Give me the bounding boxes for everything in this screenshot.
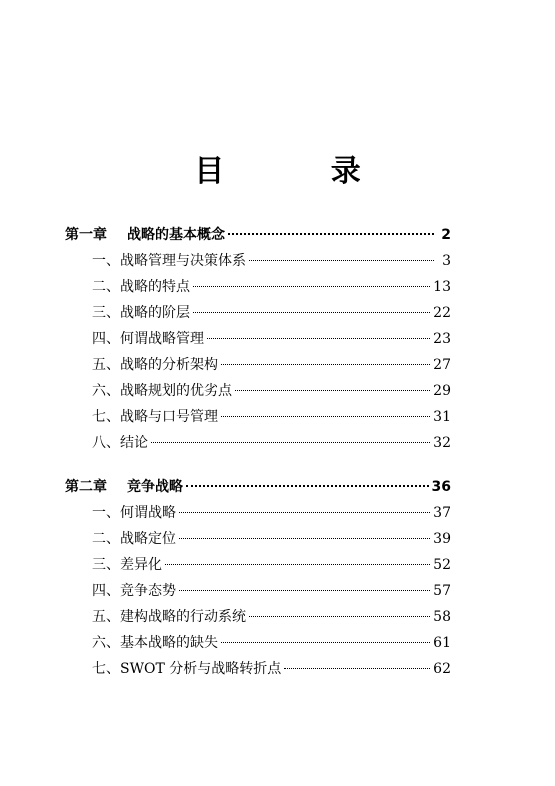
chapter-heading[interactable] xyxy=(0,222,451,248)
dot-leader xyxy=(186,485,429,487)
dot-leader xyxy=(151,442,430,443)
chapter-heading[interactable] xyxy=(0,474,451,500)
entry-title: 八、结论 xyxy=(92,435,148,451)
page-number: 37 xyxy=(433,505,451,521)
page-number: 36 xyxy=(431,479,451,495)
toc-entry[interactable] xyxy=(0,604,451,630)
page-number: 2 xyxy=(441,227,451,243)
toc-entry[interactable] xyxy=(0,552,451,578)
entry-title: 二、战略定位 xyxy=(92,531,176,547)
entry-title: 七、SWOT 分析与战略转折点 xyxy=(92,661,282,677)
dot-leader xyxy=(221,364,430,365)
page-number: 22 xyxy=(433,305,451,321)
entry-title: 五、战略的分析架构 xyxy=(92,357,218,373)
toc-entry[interactable] xyxy=(0,248,451,274)
page-number: 31 xyxy=(433,409,451,425)
dot-leader xyxy=(207,338,430,339)
dot-leader xyxy=(193,312,430,313)
entry-title: 一、战略管理与决策体系 xyxy=(92,253,246,269)
entry-title: 五、建构战略的行动系统 xyxy=(92,609,246,625)
toc-entry[interactable] xyxy=(0,630,451,656)
entry-title: 六、战略规划的优劣点 xyxy=(92,383,232,399)
chapter-2 xyxy=(0,474,555,682)
chapter-title: 竞争战略 xyxy=(127,479,183,495)
dot-leader xyxy=(221,416,430,417)
entry-title: 一、何谓战略 xyxy=(92,505,176,521)
entry-title: 四、竞争态势 xyxy=(92,583,176,599)
dot-leader xyxy=(179,512,430,513)
dot-leader xyxy=(249,260,434,261)
page-number: 32 xyxy=(433,435,451,451)
dot-leader xyxy=(179,538,430,539)
toc-entry[interactable] xyxy=(0,274,451,300)
page-number: 58 xyxy=(433,609,451,625)
toc-entry[interactable] xyxy=(0,404,451,430)
page-number: 29 xyxy=(433,383,451,399)
toc-entry[interactable] xyxy=(0,378,451,404)
entry-title: 七、战略与口号管理 xyxy=(92,409,218,425)
entry-title: 三、差异化 xyxy=(92,557,162,573)
dot-leader xyxy=(228,233,434,235)
dot-leader xyxy=(235,390,430,391)
toc-entry[interactable] xyxy=(0,578,451,604)
toc-entry[interactable] xyxy=(0,326,451,352)
page-number: 57 xyxy=(433,583,451,599)
page-number: 3 xyxy=(442,253,451,269)
entry-title: 四、何谓战略管理 xyxy=(92,331,204,347)
dot-leader xyxy=(165,564,430,565)
dot-leader xyxy=(193,286,430,287)
chapter-title: 战略的基本概念 xyxy=(127,227,225,243)
chapter-number: 第二章 xyxy=(65,479,107,495)
chapter-number: 第一章 xyxy=(65,227,107,243)
page-number: 62 xyxy=(433,661,451,677)
page-number: 52 xyxy=(433,557,451,573)
page-number: 61 xyxy=(433,635,451,651)
toc-entry[interactable] xyxy=(0,526,451,552)
dot-leader xyxy=(179,590,430,591)
dot-leader xyxy=(221,642,430,643)
page-number: 13 xyxy=(433,279,451,295)
entry-title: 三、战略的阶层 xyxy=(92,305,190,321)
chapter-1 xyxy=(0,222,555,456)
toc-entry[interactable] xyxy=(0,352,451,378)
dot-leader xyxy=(249,616,430,617)
page-number: 39 xyxy=(433,531,451,547)
entry-title: 六、基本战略的缺失 xyxy=(92,635,218,651)
toc-entry[interactable] xyxy=(0,500,451,526)
page-number: 23 xyxy=(433,331,451,347)
page-title: 目 录 xyxy=(194,154,409,189)
toc-entry[interactable] xyxy=(0,430,451,456)
toc-entry[interactable] xyxy=(0,656,451,682)
table-of-contents xyxy=(0,222,555,682)
dot-leader xyxy=(284,668,430,669)
toc-entry[interactable] xyxy=(0,300,451,326)
page-number: 27 xyxy=(433,357,451,373)
entry-title: 二、战略的特点 xyxy=(92,279,190,295)
